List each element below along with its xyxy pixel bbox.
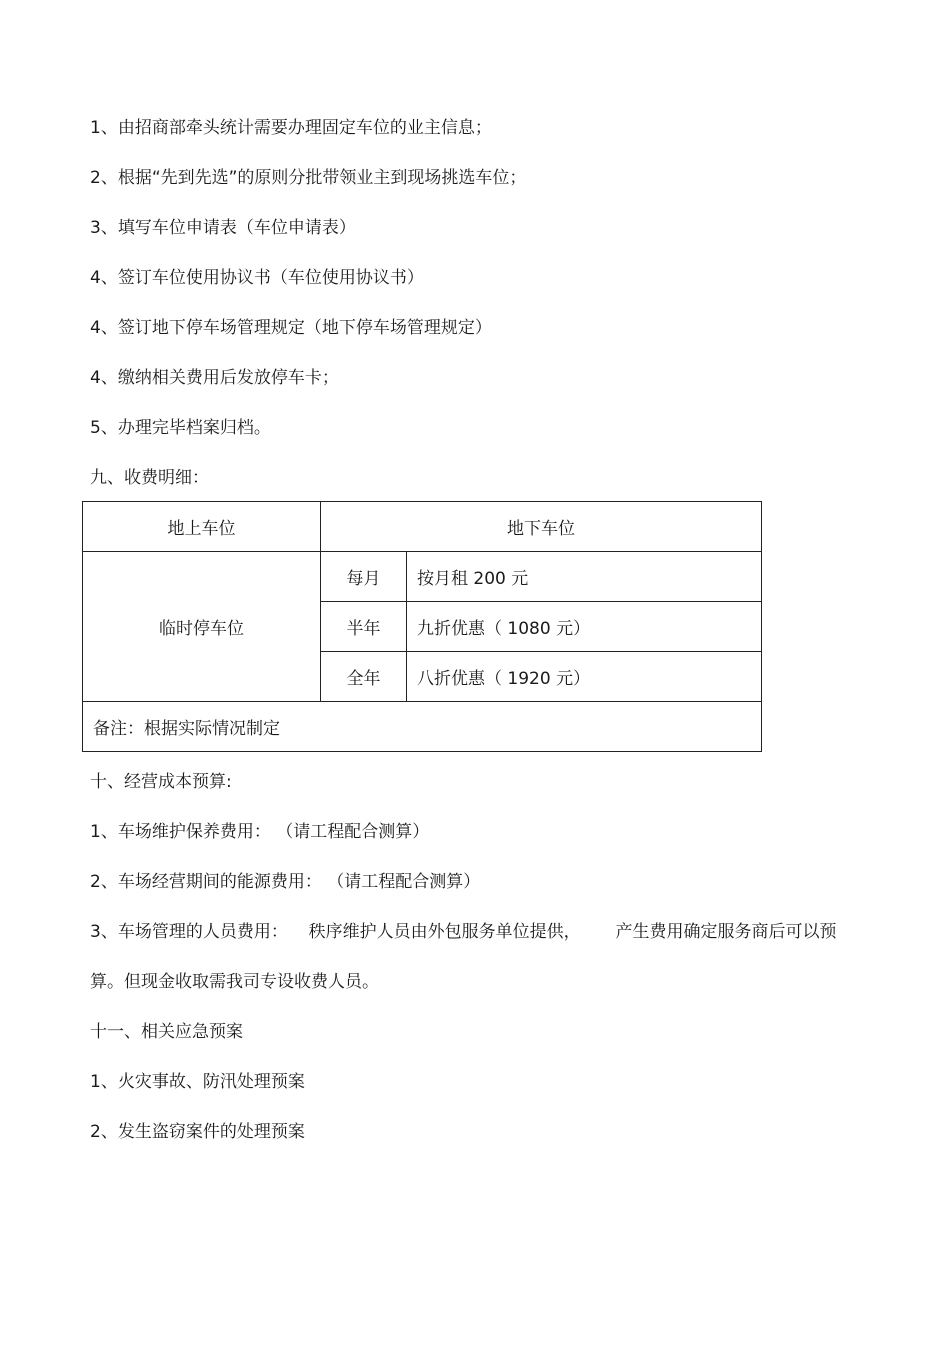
step-1: 1、由招商部牵头统计需要办理固定车位的业主信息；	[90, 118, 492, 138]
step-7: 5、办理完毕档案归档。	[90, 418, 271, 438]
cost-section-heading: 十、经营成本预算:	[90, 772, 232, 792]
period-cell: 全年	[321, 652, 407, 702]
step-6: 4、缴纳相关费用后发放停车卡；	[90, 368, 339, 388]
fee-section-heading: 九、收费明细：	[90, 468, 209, 488]
cost-item-3-continuation: 算。但现金收取需我司专设收费人员。	[90, 972, 379, 992]
price-cell: 按月租 200 元	[407, 552, 762, 602]
fee-table	[82, 501, 762, 752]
emergency-item-2: 2、发生盗窃案件的处理预案	[90, 1122, 305, 1142]
fee-row	[83, 552, 762, 602]
period-cell: 每月	[321, 552, 407, 602]
price-cell: 八折优惠（ 1920 元）	[407, 652, 762, 702]
fee-note-cell: 备注：根据实际情况制定	[83, 702, 762, 752]
emergency-item-1: 1、火灾事故、防汛处理预案	[90, 1072, 305, 1092]
period-cell: 半年	[321, 602, 407, 652]
temporary-parking-cell: 临时停车位	[83, 552, 321, 702]
cost-item-1: 1、车场维护保养费用： （请工程配合测算）	[90, 822, 430, 842]
cost-item-2: 2、车场经营期间的能源费用： （请工程配合测算）	[90, 872, 481, 892]
fee-note-row	[83, 702, 762, 752]
emergency-section-heading: 十一、相关应急预案	[90, 1022, 243, 1042]
step-3: 3、填写车位申请表（车位申请表）	[90, 218, 356, 238]
cost-item-3	[90, 920, 836, 944]
cost-item-3-detail: 秩序维护人员由外包服务单位提供，	[308, 922, 581, 942]
cost-item-3-detail-continued: 产生费用确定服务商后可以预	[615, 922, 837, 942]
step-2: 2、根据“先到先选”的原则分批带领业主到现场挑选车位；	[90, 168, 527, 188]
cost-item-3-label: 3、车场管理的人员费用：	[90, 922, 288, 942]
header-underground: 地下车位	[321, 502, 762, 552]
price-cell: 九折优惠（ 1080 元）	[407, 602, 762, 652]
step-5: 4、签订地下停车场管理规定（地下停车场管理规定）	[90, 318, 492, 338]
header-above-ground: 地上车位	[83, 502, 321, 552]
step-4: 4、签订车位使用协议书（车位使用协议书）	[90, 268, 424, 288]
fee-table-header-row	[83, 502, 762, 552]
